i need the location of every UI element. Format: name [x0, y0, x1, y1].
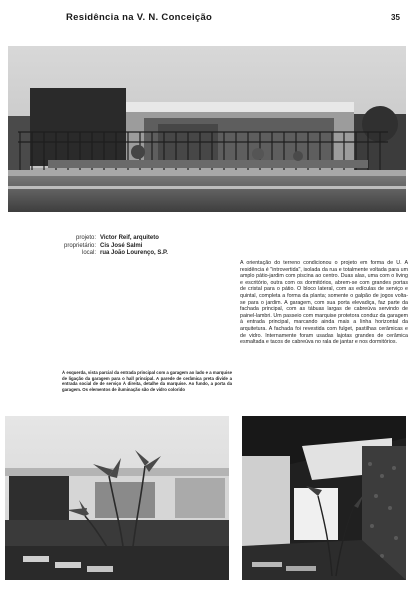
house-facade-photo	[8, 46, 406, 212]
project-credits	[0, 235, 240, 258]
credit-row-project	[0, 235, 240, 243]
photo-caption: À esquerda, vista parcial da entrada principal com a garagem ao lado e a marquise de ligação da garagem para o hall principal. A parede de cerâmica preta divide a entrada social de de serviço À direita, detalhe da marquise. Ao fundo, a porta da garagem. Os elementos de iluminação são de vidro colorido	[62, 370, 232, 392]
page-title: Residência na V. N. Conceição	[66, 12, 213, 23]
page-number: 35	[391, 13, 400, 22]
credit-value: rua João Lourenço, S.P.	[100, 250, 168, 256]
credit-value: Cis José Salmi	[100, 242, 143, 249]
credit-value: Victor Reif, arquiteto	[100, 235, 159, 241]
marquee-detail-photo	[242, 416, 406, 580]
credit-label: proprietário:	[63, 242, 96, 249]
credit-label: projeto:	[75, 235, 96, 241]
article-body: A orientação do terreno condicionou o projeto em forma de U. A residência é "introvertida", isolada da rua e totalmente voltada para um amplo pátio-jardim com piscina ao centro. Duas alas, uma com o living e escritório, outra com os dormitórios, abrem-se com grandes portas de cristal para o pátio. O bloco lateral, com as edículas de serviço e quintal, completa a forma da planta; somente o galpão de jogos volta-se para o jardim. A garagem, com sua porta elevadiça, faz parte da fachada principal, com as tábuas largas de cabreúva servindo de painel-lambri. Um passeio com marquise protetora conduz da garagem à entrada principal, marcando ainda mais a linha horizontal da arquitetura. A fachada foi revestida com fulget, pastilhas cerâmicas e de vidro. Internamente foram usadas lajotas grandes de cerâmica esmaltada e tacos de cabreúva no rala de jantar e nos dormitórios.	[240, 260, 408, 346]
credit-row-location	[0, 250, 240, 258]
credit-label: local:	[81, 250, 96, 256]
entrance-garden-photo	[5, 416, 229, 580]
credit-row-owner	[0, 243, 240, 251]
